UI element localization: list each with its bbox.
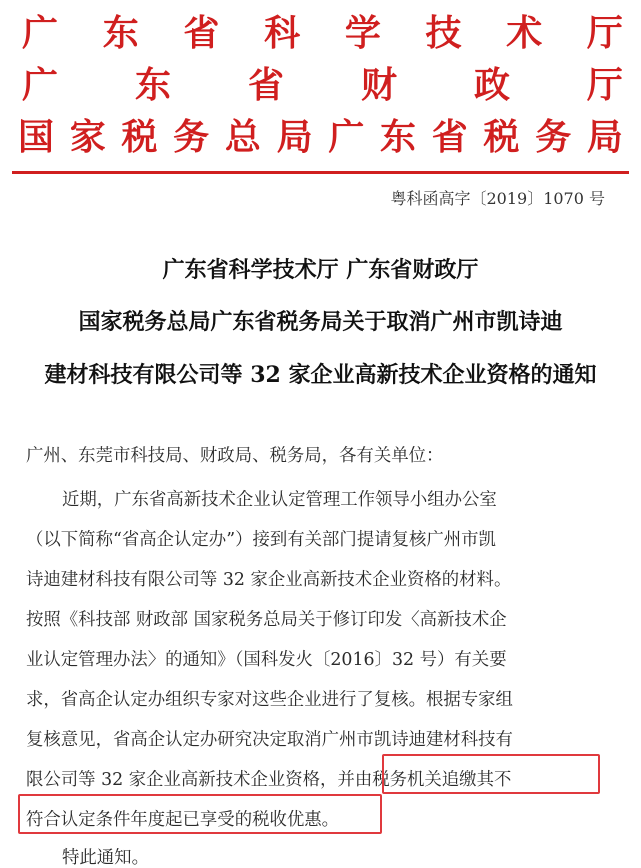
letterhead-char: 东	[380, 117, 417, 158]
letterhead-char: 总	[224, 117, 261, 158]
document-number: 粤科函高字〔2019〕1070 号	[390, 189, 605, 208]
body-line: 复核意见，省高企认定办研究决定取消广州市凯诗迪建材科技有	[26, 730, 513, 750]
letterhead-char: 科	[264, 13, 301, 54]
highlighted-text-part-1: 并由税务机关追缴其不	[337, 770, 512, 790]
highlight-box-lower	[18, 794, 382, 834]
body-line: 诗迪建材科技有限公司等 32 家企业高新技术企业资格的材料。	[26, 570, 512, 590]
body-line: （以下简称“省高企认定办”）接到有关部门提请复核广州市凯	[26, 530, 496, 550]
letterhead-char: 税	[483, 117, 520, 158]
letterhead-char: 局	[586, 117, 623, 158]
letterhead-char: 务	[535, 117, 572, 158]
letterhead-char: 厅	[586, 13, 623, 54]
letterhead-char: 广	[328, 117, 365, 158]
letterhead-line-tax-bureau	[18, 118, 623, 158]
letterhead-char: 务	[173, 117, 210, 158]
title-line-2: 国家税务总局广东省税务局关于取消广州市凯诗迪	[78, 309, 563, 335]
letterhead-char: 厅	[586, 65, 623, 106]
letterhead-char: 家	[69, 117, 106, 158]
salutation: 广州、东莞市科技局、财政局、税务局，各有关单位：	[26, 446, 444, 466]
body-line: 按照《科技部 财政部 国家税务总局关于修订印发〈高新技术企	[26, 610, 507, 630]
letterhead-char: 术	[506, 13, 543, 54]
closing-line: 特此通知。	[62, 848, 149, 868]
letterhead-divider	[12, 171, 629, 174]
body-line: 近期，广东省高新技术企业认定管理工作领导小组办公室	[62, 490, 497, 510]
letterhead-line-finance-dept	[18, 66, 623, 106]
body-line: 求，省高企认定办组织专家对这些企业进行了复核。根据专家组	[26, 690, 513, 710]
letterhead-char: 广	[22, 13, 59, 54]
letterhead-char: 税	[121, 117, 158, 158]
letterhead-char: 技	[425, 13, 462, 54]
letterhead-char: 学	[344, 13, 381, 54]
letterhead-char: 省	[431, 117, 468, 158]
body-line: 业认定管理办法〉的通知》（国科发火〔2016〕32 号）有关要	[26, 650, 507, 670]
letterhead-char: 国	[18, 117, 55, 158]
letterhead-char: 政	[473, 65, 510, 106]
letterhead-char: 局	[276, 117, 313, 158]
letterhead-char: 省	[247, 65, 284, 106]
highlight-box-upper	[382, 754, 600, 794]
letterhead-char: 东	[102, 13, 139, 54]
title-line-3: 建材科技有限公司等 32 家企业高新技术企业资格的通知	[44, 362, 597, 388]
letterhead-char: 东	[134, 65, 171, 106]
letterhead-line-science-dept	[18, 14, 623, 54]
body-line-8-start: 限公司等 32 家企业高新技术企业资格，	[26, 770, 338, 790]
letterhead-char: 省	[183, 13, 220, 54]
highlighted-text-part-2: 符合认定条件年度起已享受的税收优惠。	[26, 810, 340, 830]
letterhead-char: 财	[360, 65, 397, 106]
title-line-1: 广东省科学技术厅 广东省财政厅	[162, 257, 479, 283]
letterhead-char: 广	[22, 65, 59, 106]
